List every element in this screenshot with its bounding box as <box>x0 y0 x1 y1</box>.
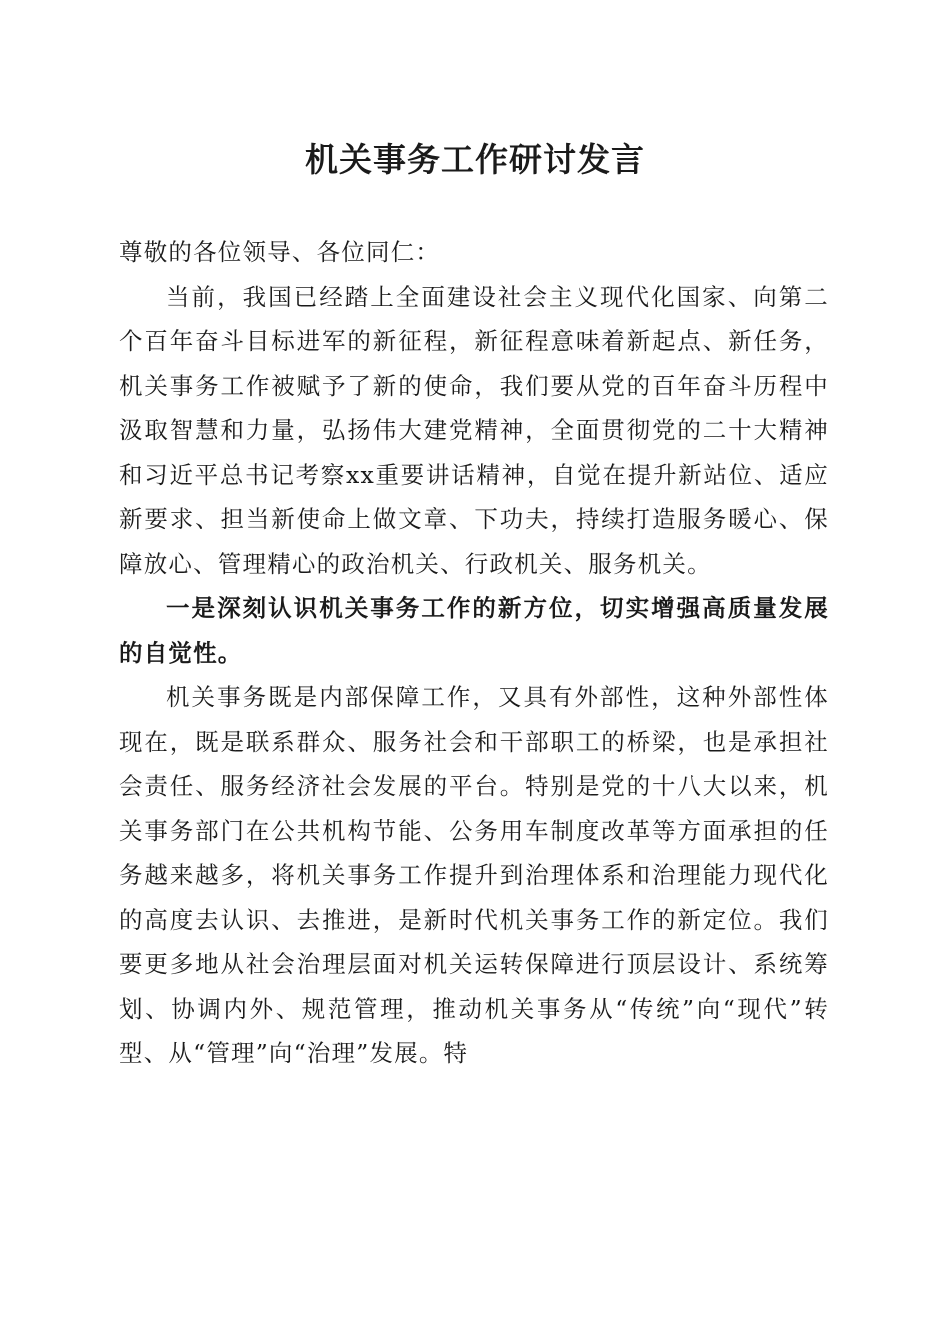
section-heading-1: 一是深刻认识机关事务工作的新方位，切实增强高质量发展的自觉性。 <box>119 594 829 667</box>
document-body <box>119 230 829 1076</box>
paragraph-intro: 当前，我国已经踏上全面建设社会主义现代化国家、向第二个百年奋斗目标进军的新征程，新征程意味着新起点、新任务，机关事务工作被赋予了新的使命，我们要从党的百年奋斗历程中汲取智慧和力量，弘扬伟大建党精神，全面贯彻党的二十大精神和习近平总书记考察xx重要讲话精神，自觉在提升新站位、适应新要求、担当新使命上做文章、下功夫，持续打造服务暖心、保障放心、管理精心的政治机关、行政机关、服务机关。 <box>119 282 829 578</box>
salutation: 尊敬的各位领导、各位同仁： <box>119 238 441 266</box>
document-title: 机关事务工作研讨发言 <box>305 140 645 179</box>
paragraph-section-1: 机关事务既是内部保障工作，又具有外部性，这种外部性体现在，既是联系群众、服务社会和干部职工的桥梁，也是承担社会责任、服务经济社会发展的平台。特别是党的十八大以来，机关事务部门在公共机构节能、公务用车制度改革等方面承担的任务越来越多，将机关事务工作提升到治理体系和治理能力现代化的高度去认识、去推进，是新时代机关事务工作的新定位。我们要更多地从社会治理层面对机关运转保障进行顶层设计、系统筹划、协调内外、规范管理，推动机关事务从“传统”向“现代”转型、从“管理”向“治理”发展。特 <box>119 683 829 1067</box>
